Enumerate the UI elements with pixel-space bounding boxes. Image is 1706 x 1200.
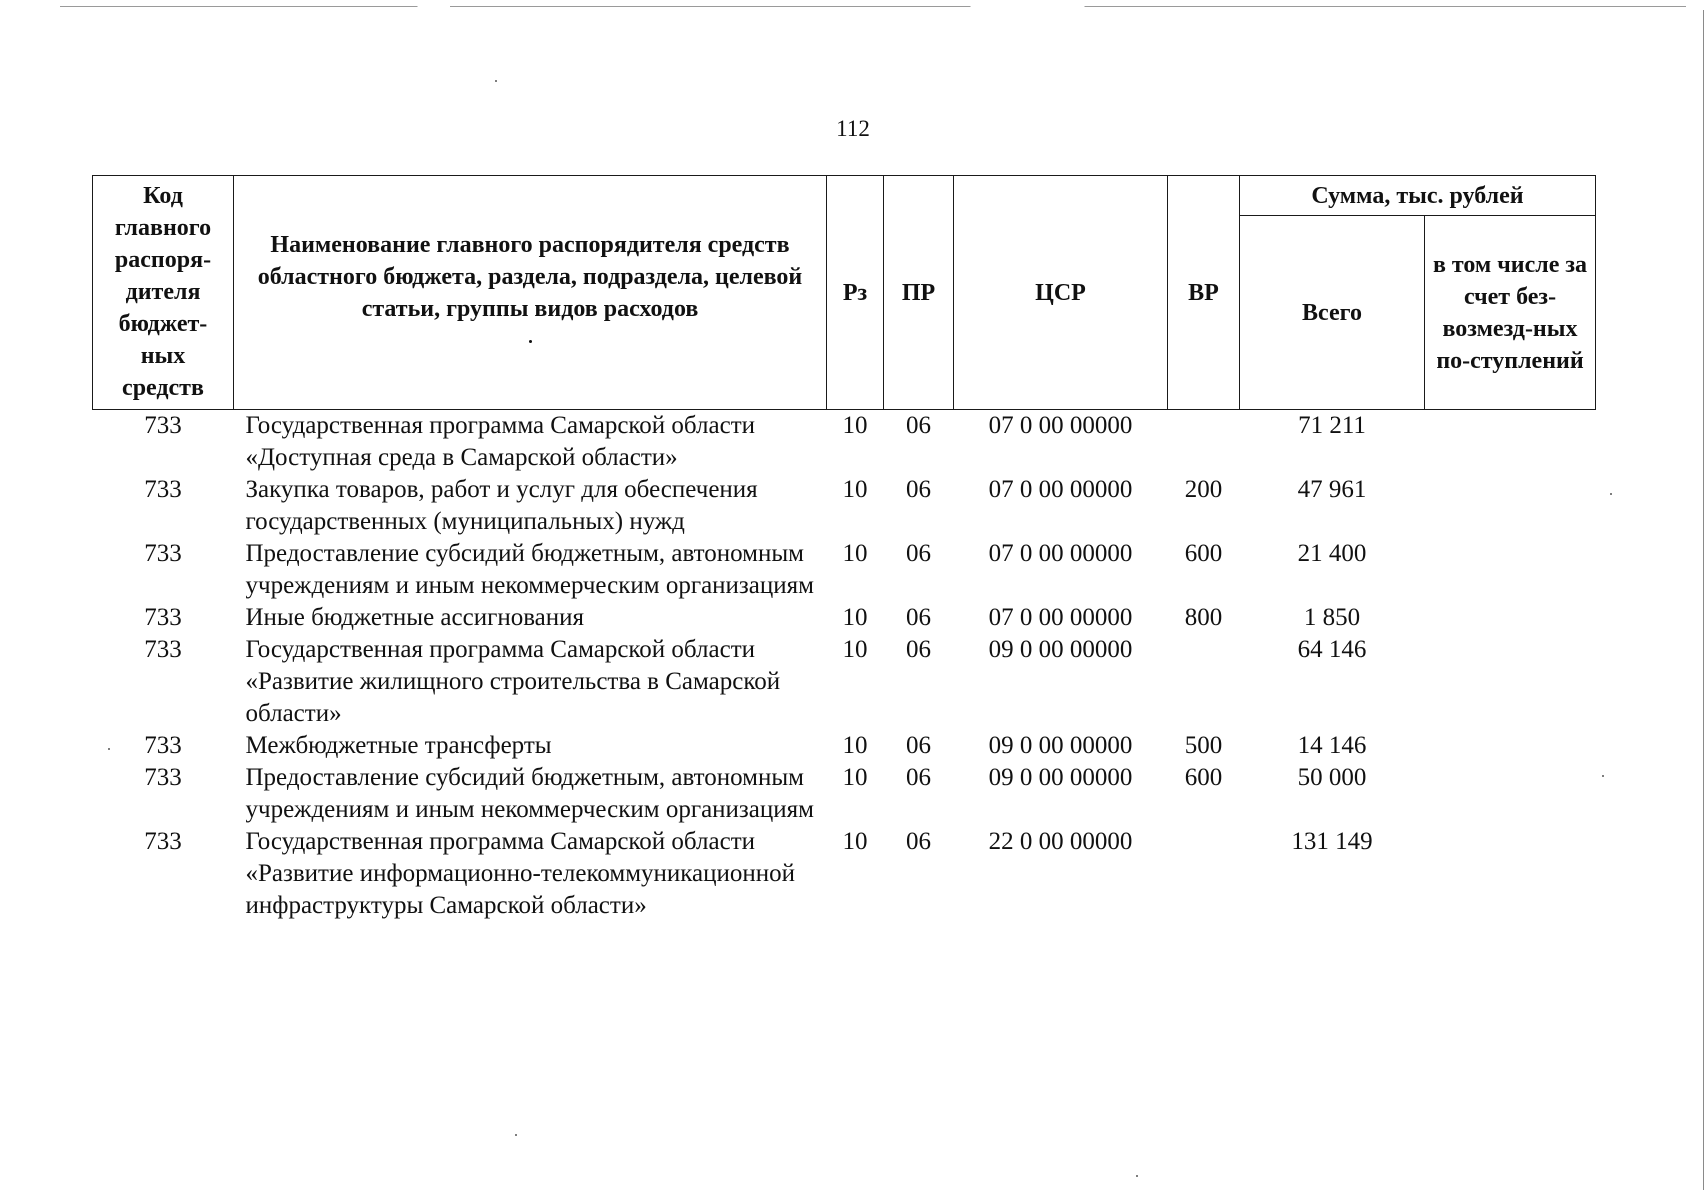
table-row bbox=[93, 602, 1596, 634]
scan-speck bbox=[1136, 1175, 1138, 1177]
cell-vr: 800 bbox=[1184, 604, 1223, 631]
cell-total: 71 211 bbox=[1298, 412, 1366, 439]
cell-vr: 200 bbox=[1184, 476, 1223, 503]
cell-csr: 09 0 00 00000 bbox=[988, 732, 1133, 759]
cell-code: 733 bbox=[144, 604, 182, 631]
cell-csr: 07 0 00 00000 bbox=[988, 412, 1133, 439]
cell-name: Государственная программа Самарской области «Развитие жилищного строительства в Самарской области» bbox=[245, 636, 781, 727]
cell-code: 733 bbox=[144, 828, 182, 855]
header-sum: Сумма, тыс. рублей bbox=[1240, 176, 1596, 216]
cell-name: Предоставление субсидий бюджетным, автономным учреждениям и иным некоммерческим организациям bbox=[245, 540, 814, 599]
cell-pr: 06 bbox=[906, 732, 931, 759]
scan-speck bbox=[1610, 493, 1612, 495]
header-pr: ПР bbox=[884, 176, 954, 410]
cell-total: 64 146 bbox=[1297, 636, 1367, 663]
cell-rz: 10 bbox=[842, 764, 868, 791]
header-free: в том числе за счет без-возмезд-ных по-ступлений bbox=[1425, 216, 1596, 410]
cell-pr: 06 bbox=[906, 412, 931, 439]
cell-total: 50 000 bbox=[1297, 764, 1367, 791]
cell-csr: 07 0 00 00000 bbox=[988, 604, 1133, 631]
table-row bbox=[93, 474, 1596, 538]
header-code: Код главного распоря-дителя бюджет-ных средств bbox=[93, 176, 234, 410]
cell-vr bbox=[1168, 634, 1240, 730]
cell-rz: 10 bbox=[842, 540, 868, 567]
cell-csr: 22 0 00 00000 bbox=[988, 828, 1133, 855]
cell-csr: 09 0 00 00000 bbox=[988, 636, 1133, 663]
scan-top-rule bbox=[60, 6, 1686, 7]
cell-free bbox=[1425, 602, 1596, 634]
table-row bbox=[93, 410, 1596, 475]
cell-name: Закупка товаров, работ и услуг для обеспечения государственных (муниципальных) нужд bbox=[245, 476, 758, 535]
scan-dot bbox=[529, 340, 532, 343]
cell-name: Иные бюджетные ассигнования bbox=[245, 604, 585, 631]
cell-rz: 10 bbox=[842, 412, 868, 439]
cell-free bbox=[1425, 474, 1596, 538]
cell-name: Государственная программа Самарской области «Развитие информационно-телекоммуникационной инфраструктуры Самарской области» bbox=[245, 828, 796, 919]
cell-free bbox=[1425, 634, 1596, 730]
header-csr: ЦСР bbox=[954, 176, 1168, 410]
cell-total: 131 149 bbox=[1291, 828, 1373, 855]
cell-vr: 600 bbox=[1184, 764, 1223, 791]
cell-pr: 06 bbox=[906, 764, 931, 791]
header-name-text: Наименование главного распорядителя средств областного бюджета, раздела, подраздела, целевой статьи, группы видов расходов bbox=[257, 231, 803, 322]
table-header bbox=[93, 176, 1596, 410]
cell-pr: 06 bbox=[906, 828, 931, 855]
cell-csr: 07 0 00 00000 bbox=[988, 540, 1133, 567]
table-body bbox=[93, 410, 1596, 923]
table-row bbox=[93, 762, 1596, 826]
cell-free bbox=[1425, 538, 1596, 602]
header-rz: Рз bbox=[827, 176, 884, 410]
cell-code: 733 bbox=[144, 412, 182, 439]
cell-rz: 10 bbox=[842, 828, 868, 855]
cell-vr: 500 bbox=[1184, 732, 1223, 759]
cell-pr: 06 bbox=[906, 476, 931, 503]
cell-code: 733 bbox=[144, 636, 182, 663]
cell-free bbox=[1425, 762, 1596, 826]
cell-total: 1 850 bbox=[1303, 604, 1361, 631]
cell-code: 733 bbox=[144, 540, 182, 567]
cell-rz: 10 bbox=[842, 636, 868, 663]
cell-pr: 06 bbox=[906, 540, 931, 567]
cell-code: 733 bbox=[144, 732, 182, 759]
cell-total: 14 146 bbox=[1297, 732, 1367, 759]
scan-speck bbox=[515, 1134, 517, 1136]
cell-vr: 600 bbox=[1184, 540, 1223, 567]
cell-rz: 10 bbox=[842, 732, 868, 759]
cell-name: Предоставление субсидий бюджетным, автономным учреждениям и иным некоммерческим организациям bbox=[245, 764, 814, 823]
cell-free bbox=[1425, 730, 1596, 762]
cell-vr bbox=[1168, 826, 1240, 922]
page-number: 112 bbox=[836, 116, 870, 141]
cell-rz: 10 bbox=[842, 476, 868, 503]
header-total: Всего bbox=[1240, 216, 1425, 410]
budget-table bbox=[92, 175, 1596, 922]
table-row bbox=[93, 826, 1596, 922]
table-row bbox=[93, 538, 1596, 602]
cell-name: Государственная программа Самарской области «Доступная среда в Самарской области» bbox=[245, 412, 755, 471]
table-row bbox=[93, 730, 1596, 762]
cell-csr: 09 0 00 00000 bbox=[988, 764, 1133, 791]
cell-pr: 06 bbox=[906, 604, 931, 631]
cell-rz: 10 bbox=[842, 604, 868, 631]
cell-code: 733 bbox=[144, 764, 182, 791]
header-vr: ВР bbox=[1168, 176, 1240, 410]
header-name bbox=[234, 176, 827, 410]
cell-csr: 07 0 00 00000 bbox=[988, 476, 1133, 503]
cell-name: Межбюджетные трансферты bbox=[245, 732, 552, 759]
cell-free bbox=[1425, 826, 1596, 922]
cell-free bbox=[1425, 410, 1596, 475]
scan-speck bbox=[495, 80, 497, 82]
cell-code: 733 bbox=[144, 476, 182, 503]
cell-pr: 06 bbox=[906, 636, 931, 663]
cell-vr bbox=[1168, 410, 1240, 475]
table-row bbox=[93, 634, 1596, 730]
cell-total: 21 400 bbox=[1297, 540, 1367, 567]
cell-total: 47 961 bbox=[1297, 476, 1367, 503]
scan-right-edge bbox=[1703, 10, 1704, 1190]
scan-speck bbox=[1602, 775, 1604, 777]
